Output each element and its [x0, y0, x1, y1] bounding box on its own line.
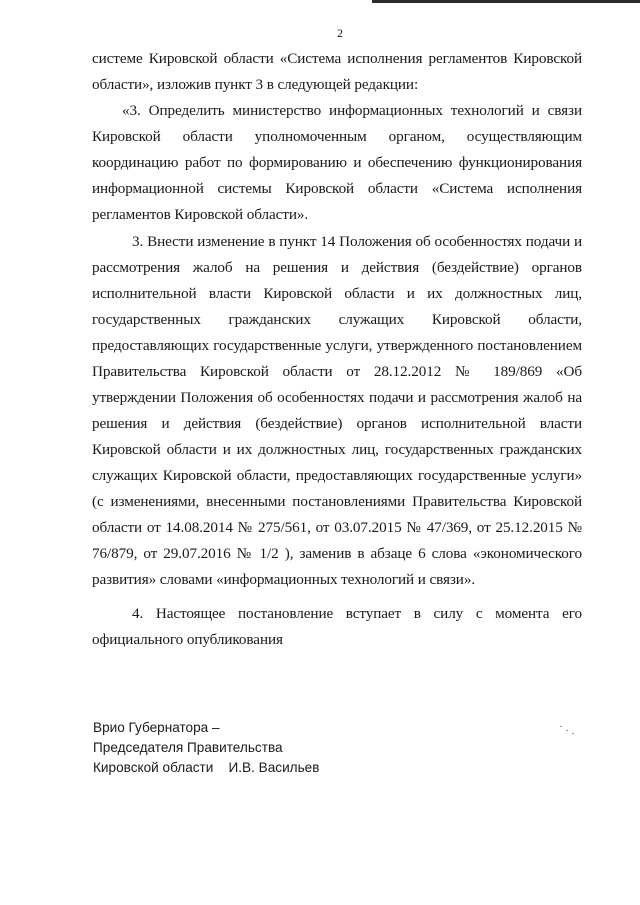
scan-speck: [566, 730, 568, 731]
signature-block: [93, 718, 319, 778]
paragraph-quoted-item-3: «3. Определить министерство информационных технологий и связи Кировской области уполномоченным органом, осуществляющим координацию работ по формированию и обеспечению функционирования информационной системы Кировской области «Система исполнения регламентов Кировской области».: [92, 102, 582, 223]
document-body: [92, 46, 582, 653]
scan-speck: [572, 733, 574, 734]
signature-position-line: Председателя Правительства: [93, 740, 283, 755]
paragraph-continuation: системе Кировской области «Система исполнения регламентов Кировской области», изложив пункт 3 в следующей редакции:: [92, 50, 582, 93]
top-border-line: [372, 0, 640, 3]
signature-name-line: Кировской области И.В. Васильев: [93, 760, 320, 775]
scan-speck: [560, 726, 562, 727]
page-number: 2: [337, 26, 343, 40]
paragraph-item-4: 4. Настоящее постановление вступает в силу с момента его официального опубликования: [92, 605, 582, 648]
paragraph-item-3: 3. Внести изменение в пункт 14 Положения об особенностях подачи и рассмотрения жалоб на решения и действия (бездействие) органов исполнительной власти Кировской области и их должностных лиц, государственных гражданских служащих Кировской области, предоставляющих государственные услуги, утвержденного постановлением Правительства Кировской области от 28.12.2012 № 189/869 «Об утверждении Положения об особенностях подачи и рассмотрения жалоб на решения и действия (бездействие) органов исполнительной власти Кировской области и их должностных лиц, государственных гражданских служащих Кировской области, предоставляющих государственные услуги» (с изменениями, внесенными постановлениями Правительства Кировской области от 14.08.2014 № 275/561, от 03.07.2015 № 47/369, от 25.12.2015 № 76/879, от 29.07.2016 № 1/2 ), заменив в абзаце 6 слова «экономического развития» словами «информационных технологий и связи».: [92, 233, 582, 588]
signature-title-line: Врио Губернатора –: [93, 720, 220, 735]
